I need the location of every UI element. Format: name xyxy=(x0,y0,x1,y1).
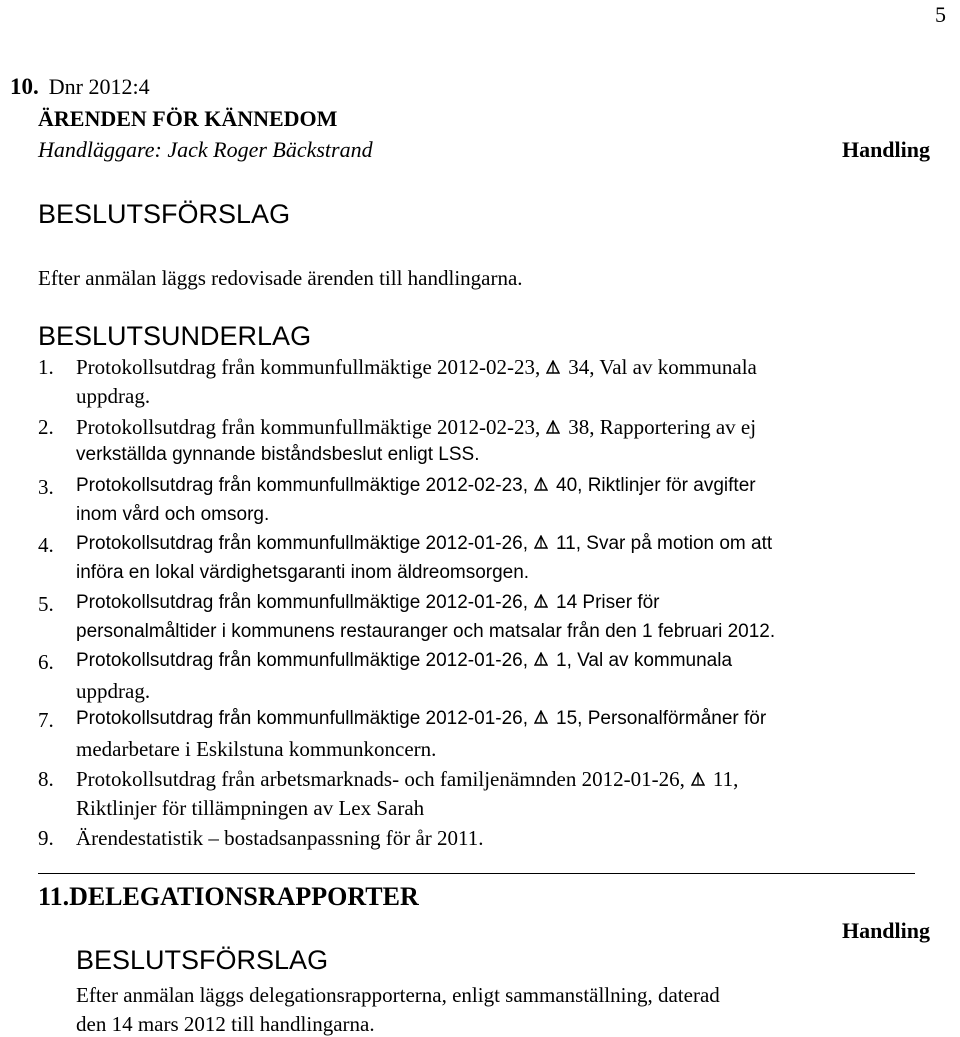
proposal-text-11-line2: den 14 mars 2012 till handlingarna. xyxy=(76,1012,375,1036)
basis-item-line1 xyxy=(76,826,483,851)
basis-item-number: 6. xyxy=(38,650,54,674)
basis-item-number: 9. xyxy=(38,826,54,850)
basis-item-text: Protokollsutdrag från kommunfullmäktige 2012-02-23, xyxy=(76,415,541,439)
basis-item-text: Protokollsutdrag från kommunfullmäktige 2012-01-26, xyxy=(76,650,529,671)
paragraph-arrow-icon xyxy=(534,652,548,666)
basis-item-number: 1. xyxy=(38,355,54,379)
basis-item-ref: 11, Svar på motion om att xyxy=(556,533,773,554)
basis-item-line1 xyxy=(76,767,738,792)
basis-item-ref: 34, Val av kommunala xyxy=(568,355,757,379)
basis-item-text: Protokollsutdrag från kommunfullmäktige 2012-01-26, xyxy=(76,592,529,613)
basis-item-number: 4. xyxy=(38,533,54,557)
page-number: 5 xyxy=(935,2,946,27)
section-11-title: 11.DELEGATIONSRAPPORTER xyxy=(38,882,419,911)
basis-item-line1 xyxy=(76,475,756,497)
paragraph-arrow-icon xyxy=(546,360,560,374)
handling-label-11: Handling xyxy=(841,918,930,943)
basis-item-number: 7. xyxy=(38,708,54,732)
basis-item-text: Protokollsutdrag från kommunfullmäktige 2012-02-23, xyxy=(76,355,541,379)
section-title: ÄRENDEN FÖR KÄNNEDOM xyxy=(38,106,338,131)
basis-item-line1 xyxy=(76,592,660,614)
section-number: 10. xyxy=(10,74,39,99)
paragraph-arrow-icon xyxy=(546,420,560,434)
basis-item-number: 2. xyxy=(38,415,54,439)
basis-item-line1 xyxy=(76,708,766,730)
basis-item-ref: 14 Priser för xyxy=(556,592,660,613)
basis-item-ref: 11, xyxy=(712,767,739,791)
basis-item-line2: verkställda gynnande biståndsbeslut enligt LSS. xyxy=(76,444,480,465)
basis-item-text: Protokollsutdrag från arbetsmarknads- och familjenämnden 2012-01-26, xyxy=(76,767,685,791)
basis-item-line2: uppdrag. xyxy=(76,679,151,703)
basis-item-ref: 40, Riktlinjer för avgifter xyxy=(556,475,756,496)
basis-item-ref: 38, Rapportering av ej xyxy=(568,415,757,439)
basis-item-text: Protokollsutdrag från kommunfullmäktige 2012-01-26, xyxy=(76,533,529,554)
proposal-text-11-line1: Efter anmälan läggs delegationsrapporterna, enligt sammanställning, daterad xyxy=(76,983,720,1007)
basis-item-line1 xyxy=(76,650,732,672)
proposal-text: Efter anmälan läggs redovisade ärenden till handlingarna. xyxy=(38,266,523,290)
paragraph-arrow-icon xyxy=(534,535,548,549)
basis-item-line1 xyxy=(76,355,757,380)
basis-item-line2: uppdrag. xyxy=(76,384,151,408)
section-10-header xyxy=(10,74,150,100)
basis-item-line2: medarbetare i Eskilstuna kommunkoncern. xyxy=(76,737,437,761)
basis-item-ref: 1, Val av kommunala xyxy=(556,650,733,671)
dnr-label: Dnr 2012:4 xyxy=(48,74,150,99)
basis-item-line1 xyxy=(76,415,756,440)
basis-item-number: 3. xyxy=(38,475,54,499)
paragraph-arrow-icon xyxy=(534,477,548,491)
basis-item-number: 8. xyxy=(38,767,54,791)
handler-line: Handläggare: Jack Roger Bäckstrand xyxy=(38,137,373,162)
handling-label: Handling xyxy=(841,137,930,162)
basis-item-line2: personalmåltider i kommunens restauranger och matsalar från den 1 februari 2012. xyxy=(76,621,776,642)
basis-item-line2: inom vård och omsorg. xyxy=(76,504,270,525)
basis-item-line2: Riktlinjer för tillämpningen av Lex Sarah xyxy=(76,796,425,820)
basis-heading: BESLUTSUNDERLAG xyxy=(38,321,312,351)
proposal-heading: BESLUTSFÖRSLAG xyxy=(38,199,291,229)
basis-item-line2: införa en lokal värdighetsgaranti inom äldreomsorgen. xyxy=(76,562,530,583)
basis-item-text: Protokollsutdrag från kommunfullmäktige 2012-01-26, xyxy=(76,708,529,729)
basis-item-text: Protokollsutdrag från kommunfullmäktige 2012-02-23, xyxy=(76,475,529,496)
basis-item-line1 xyxy=(76,533,772,555)
paragraph-arrow-icon xyxy=(534,594,548,608)
basis-item-text: Ärendestatistik – bostadsanpassning för år 2011. xyxy=(76,826,484,850)
proposal-heading-11: BESLUTSFÖRSLAG xyxy=(76,945,329,975)
basis-item-ref: 15, Personalförmåner för xyxy=(556,708,767,729)
paragraph-arrow-icon xyxy=(534,710,548,724)
section-divider xyxy=(38,873,915,874)
paragraph-arrow-icon xyxy=(691,772,705,786)
basis-item-number: 5. xyxy=(38,592,54,616)
